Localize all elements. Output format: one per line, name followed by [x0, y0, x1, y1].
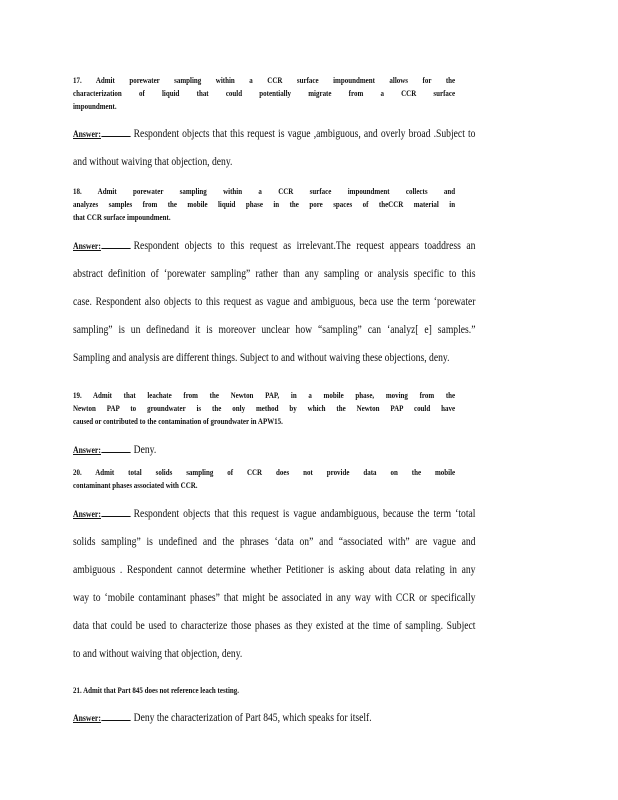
answer-line: ambiguous . Respondent cannot determine whether Petitioner is asking about data relating in any [73, 564, 476, 576]
answer-label: Answer: [73, 445, 101, 455]
answer-19 [73, 436, 475, 464]
request-line: characterization of liquid that could potentially migrate from a CCR surface [73, 88, 456, 98]
answer-underline [101, 127, 130, 137]
answer-line: Respondent objects that this request is vague ,ambiguous, and overly broad .Subject to [133, 128, 476, 140]
answer-line: Respondent objects that this request is vague andambiguous, because the term ‘total [133, 508, 476, 520]
request-19 [73, 389, 455, 428]
answer-line: sampling” is un definedand it is moreover unclear how “sampling” can ‘analyz[ e] samples.” [73, 324, 476, 336]
answer-line: Sampling and analysis are different things. Subject to and without waiving these objections, deny. [73, 352, 450, 364]
request-line: 19. Admit that leachate from the Newton PAP, in a mobile phase, moving from the [73, 390, 456, 400]
request-21 [73, 684, 455, 697]
answer-label: Answer: [73, 713, 101, 723]
answer-21 [73, 704, 475, 732]
answer-line: Respondent objects to this request as irrelevant.The request appears toaddress an [133, 240, 476, 252]
request-line: impoundment. [73, 101, 117, 111]
answer-17 [73, 120, 475, 176]
answer-line: and without waiving that objection, deny. [73, 156, 233, 168]
request-line: 18. Admit porewater sampling within a CCR surface impoundment collects and [73, 186, 456, 196]
answer-line: data that could be used to characterize those phases as they existed at the time of sampling. Subject [73, 620, 476, 632]
request-line: caused or contributed to the contamination of groundwater in APW15. [73, 416, 283, 426]
answer-line: way to ‘mobile contaminant phases” that might be associated in any way with CCR or specifically [73, 592, 476, 604]
answer-line: Deny. [133, 444, 157, 456]
answer-line: abstract definition of ‘porewater sampling” rather than any sampling or analysis specific to this [73, 268, 476, 280]
request-line: 21. Admit that Part 845 does not reference leach testing. [73, 685, 240, 695]
request-20 [73, 466, 455, 492]
request-line: 20. Admit total solids sampling of CCR does not provide data on the mobile [73, 467, 456, 477]
request-line: Newton PAP to groundwater is the only method by which the Newton PAP could have [73, 403, 456, 413]
answer-label: Answer: [73, 241, 101, 251]
request-17 [73, 74, 455, 113]
answer-line: Deny the characterization of Part 845, which speaks for itself. [133, 712, 372, 724]
answer-underline [101, 507, 130, 517]
answer-18 [73, 232, 475, 372]
answer-label: Answer: [73, 509, 101, 519]
answer-label: Answer: [73, 129, 101, 139]
request-line: that CCR surface impoundment. [73, 212, 171, 222]
answer-underline [101, 239, 130, 249]
request-line: 17. Admit porewater sampling within a CCR surface impoundment allows for the [73, 75, 456, 85]
request-line: analyzes samples from the mobile liquid phase in the pore spaces of theCCR material in [73, 199, 456, 209]
request-line: contaminant phases associated with CCR. [73, 480, 198, 490]
answer-underline [101, 711, 130, 721]
answer-20 [73, 500, 475, 668]
answer-underline [101, 443, 130, 453]
answer-line: solids sampling” is undefined and the phrases ‘data on” and “associated with” are vague and [73, 536, 476, 548]
answer-line: to and without waiving that objection, deny. [73, 648, 243, 660]
request-18 [73, 185, 455, 224]
answer-line: case. Respondent also objects to this request as vague and ambiguous, beca use the term ‘porewater [73, 296, 476, 308]
